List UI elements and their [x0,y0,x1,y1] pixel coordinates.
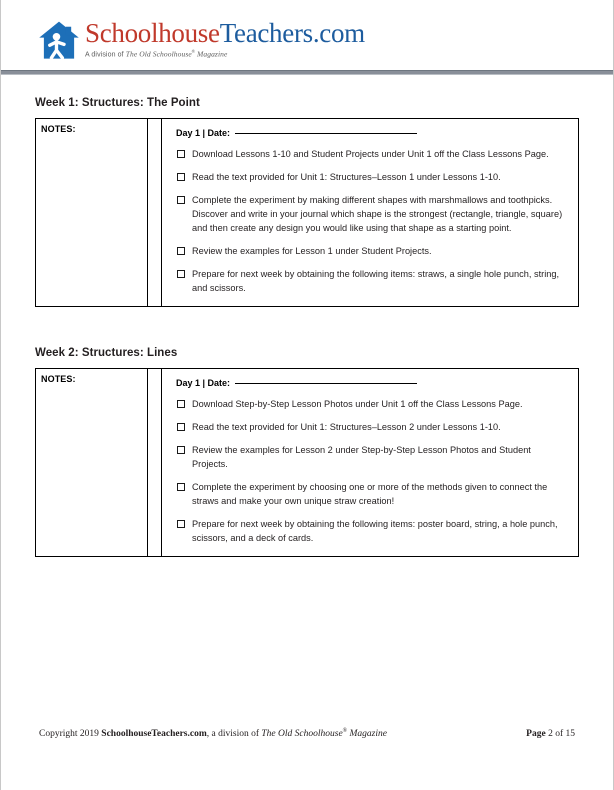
list-item[interactable] [177,480,568,508]
week-1-content-cell [162,119,578,306]
checkbox-icon[interactable] [177,446,185,454]
checkbox-icon[interactable] [177,520,185,528]
logo-brand-part-2: Teachers.com [219,18,365,48]
logo-tagline-prefix: A division of [85,51,126,59]
week-1-table [35,118,579,307]
week-2-table [35,368,579,557]
page-label: Page [526,729,546,739]
list-item-text: Complete the experiment by making different shapes with marshmallows and toothpicks. Discover and write in your journal which shape is the strongest (rectangle, triangle, square) and then create any design you would like using that shape as a starting point. [192,195,563,233]
list-item[interactable] [177,193,568,235]
list-item-text: Prepare for next week by obtaining the following items: poster board, string, a hole punch, scissors, and a deck of cards. [192,519,558,543]
logo-tagline-registered: ® [191,49,196,54]
house-with-person-logo-icon [38,20,80,62]
week-1-checklist [173,147,568,295]
footer-publication-suffix: Magazine [347,729,387,740]
notes-label: NOTES: [41,374,76,384]
list-item[interactable] [177,147,568,161]
list-item-text: Download Step-by-Step Lesson Photos under Unit 1 off the Class Lessons Page. [192,399,523,409]
checkbox-icon[interactable] [177,423,185,431]
week-2-notes-cell[interactable] [36,369,148,556]
list-item[interactable] [177,244,568,258]
page-value: 2 of 15 [545,729,575,739]
list-item-text: Review the examples for Lesson 2 under Step-by-Step Lesson Photos and Student Projects. [192,445,531,469]
week-2-day-line [173,378,568,388]
page-footer [1,714,613,754]
logo-text [85,18,365,58]
week-2-date-blank[interactable] [235,383,417,384]
list-item[interactable] [177,443,568,471]
list-item[interactable] [177,170,568,184]
list-item-text: Read the text provided for Unit 1: Structures–Lesson 2 under Lessons 1-10. [192,422,501,432]
week-2-content-cell [162,369,578,556]
checkbox-icon[interactable] [177,150,185,158]
footer-registered: ® [342,728,348,735]
page-header [1,0,613,76]
checkbox-icon[interactable] [177,173,185,181]
footer-publication: The Old Schoolhouse [261,729,343,740]
logo-tagline-publication: The Old Schoolhouse [125,49,192,59]
list-item-text: Download Lessons 1-10 and Student Projects under Unit 1 off the Class Lessons Page. [192,149,549,159]
checkbox-icon[interactable] [177,196,185,204]
list-item-text: Prepare for next week by obtaining the following items: straws, a single hole punch, string, and scissors. [192,269,560,293]
week-1-day-line [173,128,568,138]
week-1-day-label: Day 1 | Date: [176,128,231,138]
checkbox-icon[interactable] [177,270,185,278]
header-divider [1,70,613,75]
checkbox-icon[interactable] [177,483,185,491]
list-item-text: Complete the experiment by choosing one or more of the methods given to connect the straws and make your own unique straw creation! [192,482,548,506]
logo-tagline [85,49,365,58]
checkbox-icon[interactable] [177,247,185,255]
week-2-checklist [173,397,568,545]
footer-copyright [39,728,387,739]
week-1-date-blank[interactable] [235,133,417,134]
week-2-gutter-cell [148,369,162,556]
list-item[interactable] [177,517,568,545]
logo-brand [85,20,365,47]
week-1-gutter-cell [148,119,162,306]
week-2-title: Week 2: Structures: Lines [35,347,178,359]
week-1-notes-cell[interactable] [36,119,148,306]
week-2-day-label: Day 1 | Date: [176,378,231,388]
list-item[interactable] [177,267,568,295]
footer-brand: SchoolhouseTeachers.com [101,729,207,740]
document-body [1,97,613,557]
logo-brand-part-1: Schoolhouse [85,18,220,48]
footer-middle: , a division of [206,729,262,740]
list-item-text: Read the text provided for Unit 1: Structures–Lesson 1 under Lessons 1-10. [192,172,501,182]
list-item[interactable] [177,397,568,411]
list-item[interactable] [177,420,568,434]
week-1-title: Week 1: Structures: The Point [35,97,200,109]
notes-label: NOTES: [41,124,76,134]
checkbox-icon[interactable] [177,400,185,408]
logo-tagline-suffix: Magazine [195,49,228,59]
footer-copyright-prefix: Copyright 2019 [39,729,102,740]
section-spacer [35,307,579,326]
site-logo [38,18,365,62]
page-number [526,729,575,739]
list-item-text: Review the examples for Lesson 1 under Student Projects. [192,246,432,256]
